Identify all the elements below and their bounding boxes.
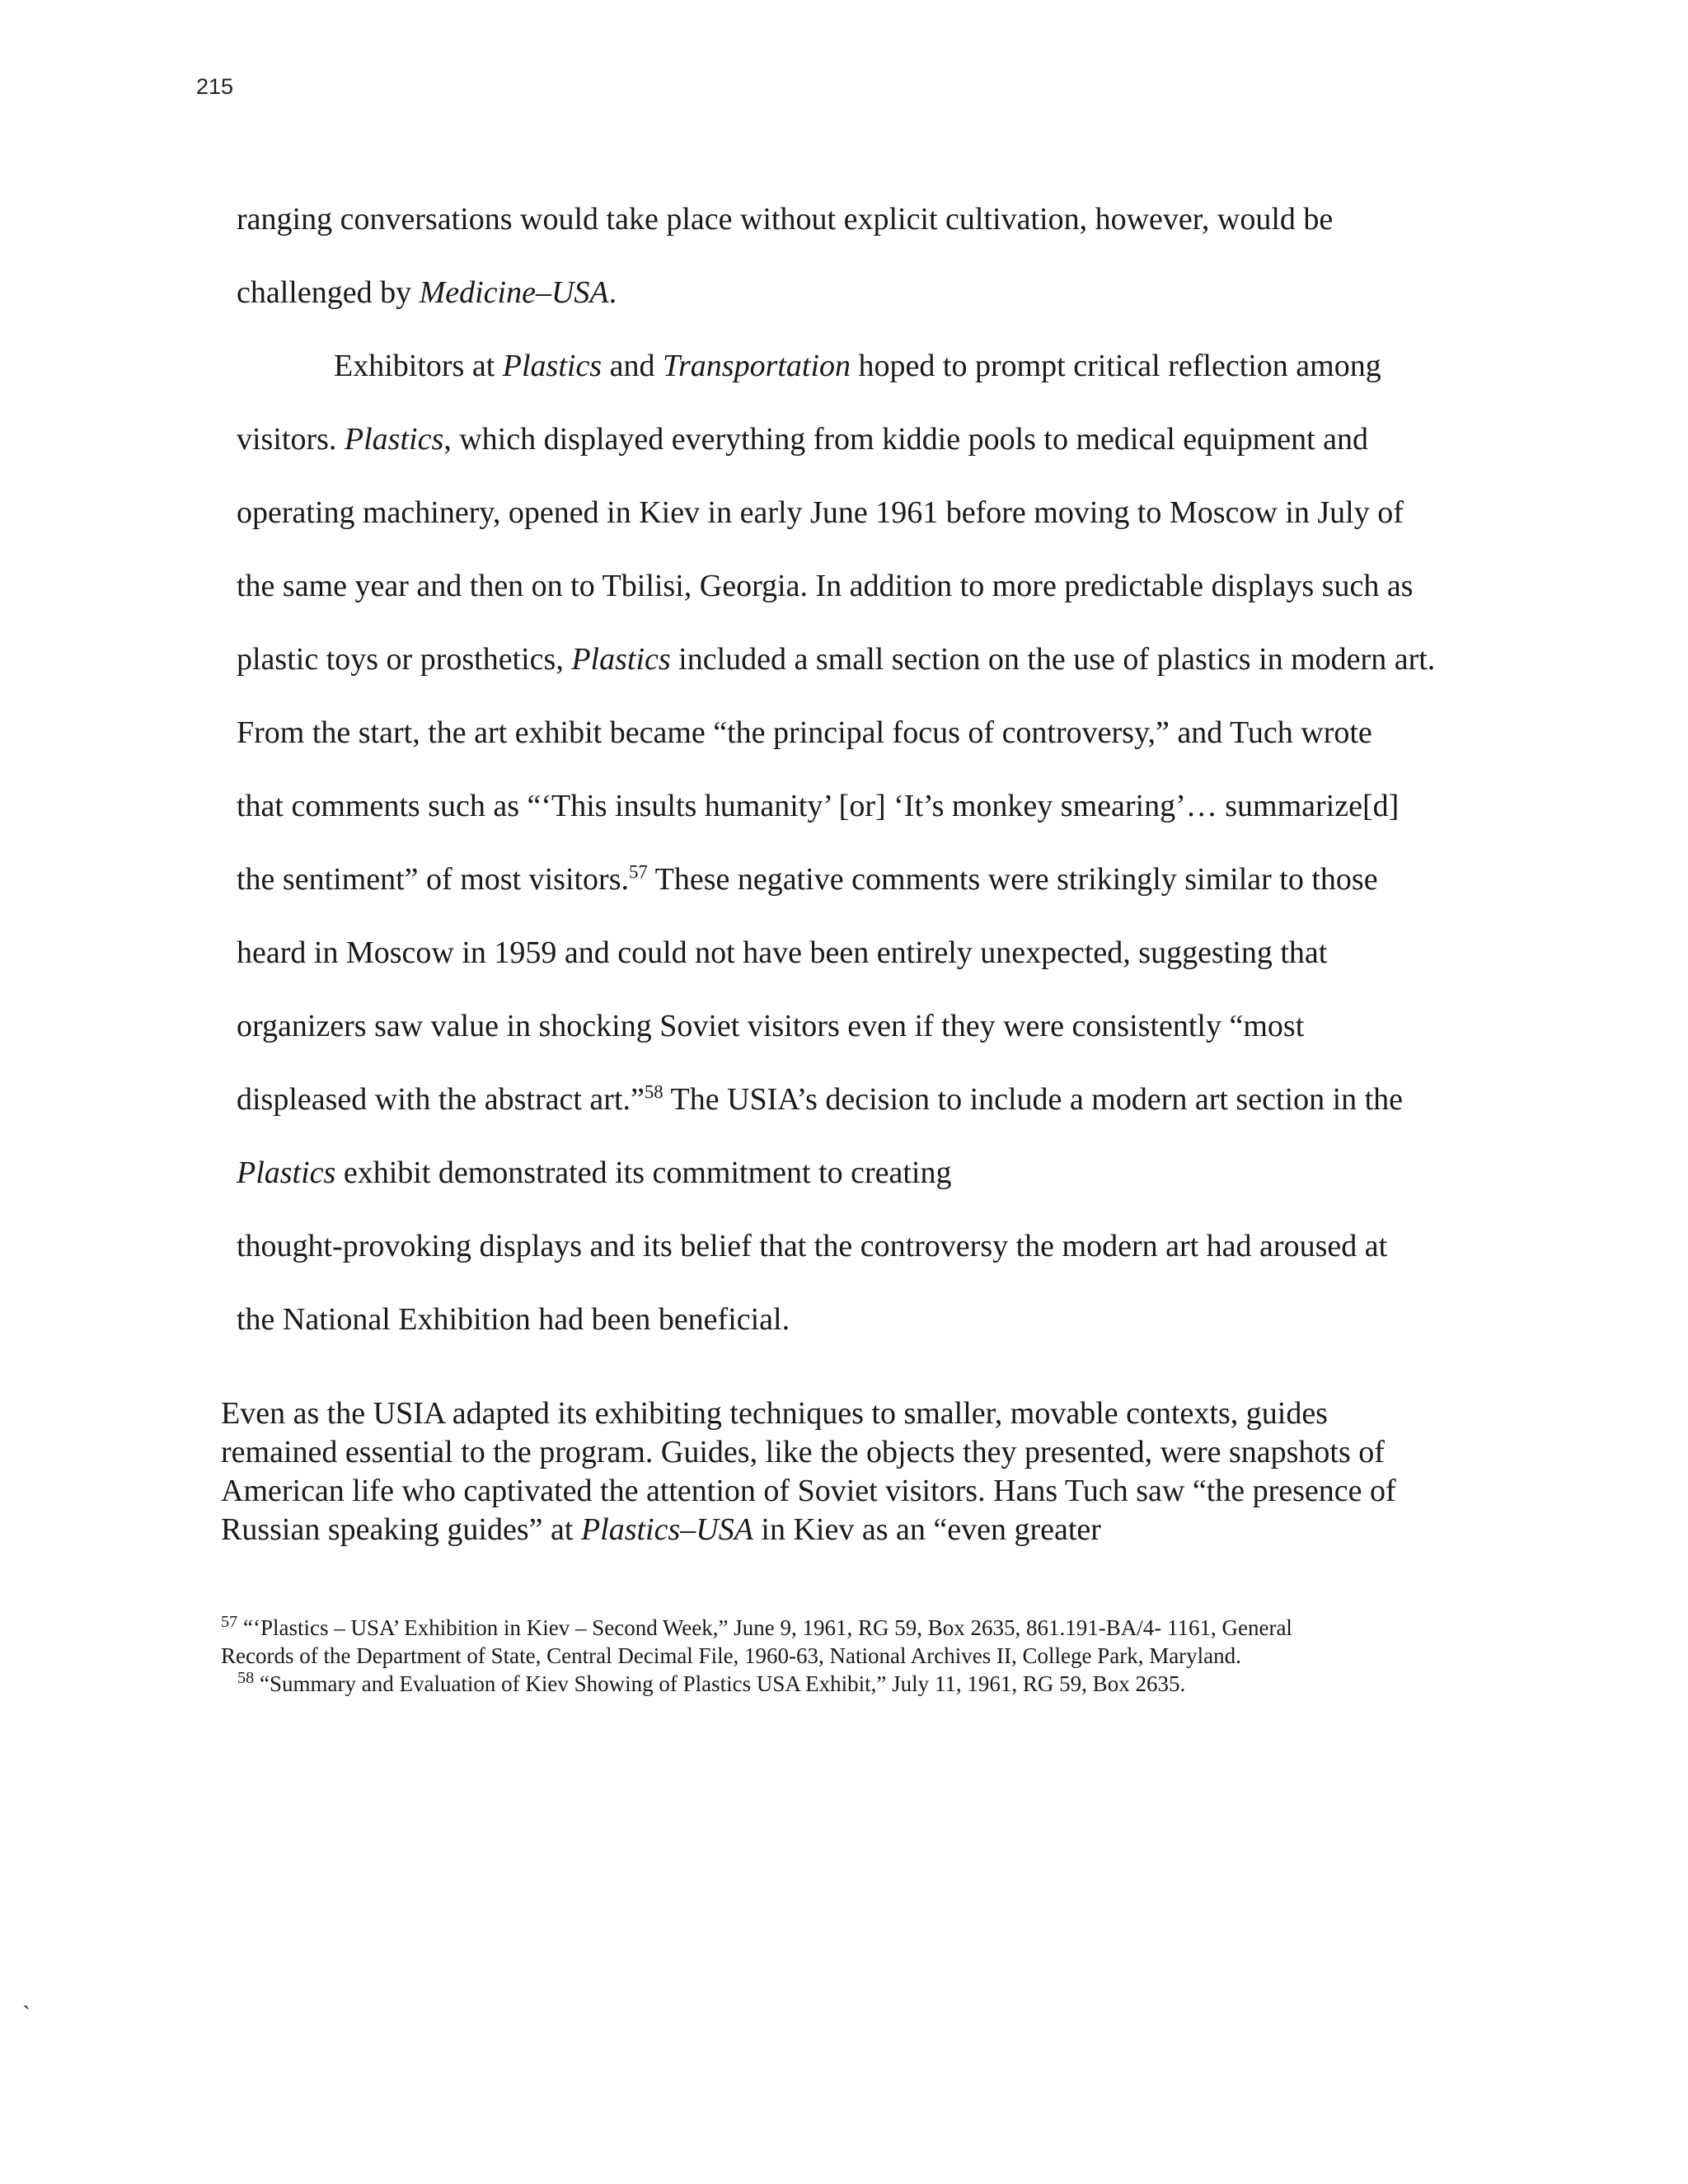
body-line-6: the same year and then on to Tbilisi, Georgia. In addition to more predictable displays such as xyxy=(237,569,1414,603)
body-line-15: thought-provoking displays and its belief that the controversy the modern art had aroused at xyxy=(237,1229,1388,1263)
italic-title-plastics-usa: Plastics–USA xyxy=(580,1512,753,1547)
italic-title-plastics: Plastics xyxy=(237,1155,336,1190)
italic-title-transportation: Transportation xyxy=(662,349,851,383)
body-line-11: heard in Moscow in 1959 and could not have been entirely unexpected, suggesting that xyxy=(237,935,1328,970)
body-line-5: operating machinery, opened in Kiev in early June 1961 before moving to Moscow in July of xyxy=(237,495,1404,530)
italic-title-medicine-usa: Medicine–USA xyxy=(419,275,609,310)
body-line-2: challenged by Medicine–USA. xyxy=(237,275,617,310)
body-line-1: ranging conversations would take place without explicit cultivation, however, would be xyxy=(237,202,1334,237)
body-line-14: Plastics exhibit demonstrated its commitment to creating xyxy=(237,1155,952,1190)
footnote-ref-58: 58 xyxy=(644,1081,663,1103)
body-line-4: visitors. Plastics, which displayed everything from kiddie pools to medical equipment and xyxy=(237,422,1369,457)
body-line-16: the National Exhibition had been beneficial. xyxy=(237,1302,790,1337)
paragraph-line: American life who captivated the attention of Soviet visitors. Hans Tuch saw “the presence of xyxy=(221,1474,1396,1508)
body-line-7: plastic toys or prosthetics, Plastics included a small section on the use of plastics in modern art. xyxy=(237,642,1436,677)
body-line-3: Exhibitors at Plastics and Transportation hoped to prompt critical reflection among xyxy=(334,349,1381,383)
footnotes xyxy=(221,1614,1457,1698)
body-line-12: organizers saw value in shocking Soviet visitors even if they were consistently “most xyxy=(237,1009,1305,1043)
footnote-58: $^{58}$ “Summary and Evaluation of Kiev Showing of Plastics USA Exhibit,” July 11, 1961, RG 59, Box 2635. xyxy=(237,1669,1186,1696)
page-number: 215 xyxy=(196,74,234,99)
body-line-13: displeased with the abstract art.”$^{58}$ The USIA’s decision to include a modern art section in the xyxy=(237,1081,1404,1117)
footnote-57-continued: Records of the Department of State, Central Decimal File, 1960-63, National Archives II, College Park, Maryland. xyxy=(221,1643,1241,1668)
paragraph-line: remained essential to the program. Guides, like the objects they presented, were snapshots of xyxy=(221,1435,1385,1469)
paragraph-line: Even as the USIA adapted its exhibiting techniques to smaller, movable contexts, guides xyxy=(221,1396,1328,1431)
paragraph-line: Russian speaking guides” at Plastics–USA in Kiev as an “even greater xyxy=(221,1512,1101,1547)
body-line-9: that comments such as “‘This insults humanity’ [or] ‘It’s monkey smearing’… summarize[d] xyxy=(237,789,1400,823)
italic-title-plastics: Plastics xyxy=(571,642,671,677)
body-line-10: the sentiment” of most visitors.$^{57}$ These negative comments were strikingly similar to those xyxy=(237,861,1378,897)
italic-title-plastics: Plastics xyxy=(502,349,603,383)
footnote-ref-57: 57 xyxy=(629,861,648,883)
body-line-8: From the start, the art exhibit became “the principal focus of controversy,” and Tuch wrote xyxy=(237,715,1372,750)
stray-mark: ` xyxy=(22,2001,30,2028)
single-spaced-paragraph xyxy=(221,1394,1441,1549)
italic-title-plastics: Plastics xyxy=(344,422,444,457)
footnote-57: $^{57}$ “‘Plastics – USA’ Exhibition in Kiev – Second Week,” June 9, 1961, RG 59, Box 2635, 861.191-BA/4- 1161, General xyxy=(221,1613,1292,1640)
